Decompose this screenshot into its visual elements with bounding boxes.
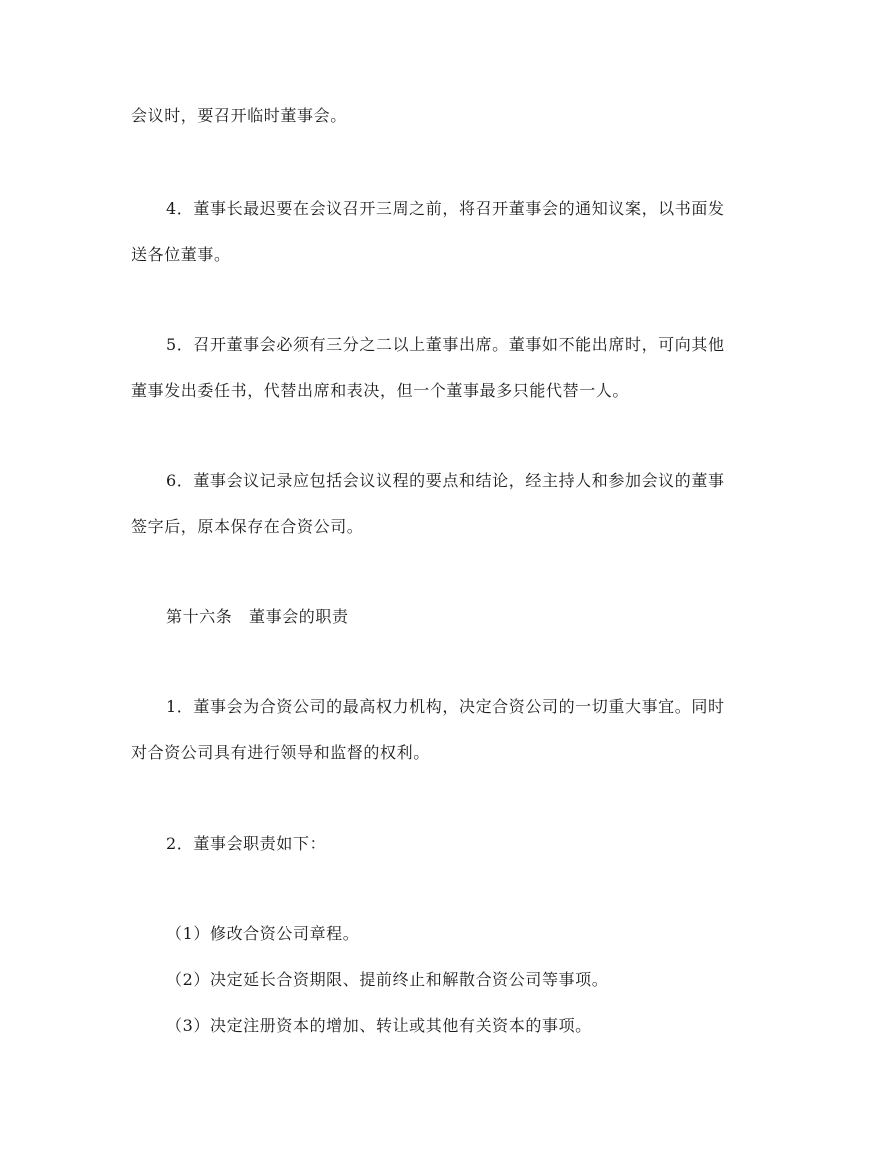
paragraph-line: 5．召开董事会必须有三分之二以上董事出席。董事如不能出席时，可向其他 <box>166 335 725 354</box>
paragraph-line: 2．董事会职责如下： <box>166 834 327 853</box>
paragraph-line: 6．董事会议记录应包括会议议程的要点和结论，经主持人和参加会议的董事 <box>166 471 725 490</box>
paragraph-line: 送各位董事。 <box>131 245 231 264</box>
list-item: （2）决定延长合资期限、提前终止和解散合资公司等事项。 <box>166 970 609 989</box>
paragraph-line: 会议时，要召开临时董事会。 <box>131 106 347 125</box>
paragraph-line: 对合资公司具有进行领导和监督的权利。 <box>131 743 430 762</box>
paragraph-line: 签字后，原本保存在合资公司。 <box>131 517 364 536</box>
paragraph-line: 1．董事会为合资公司的最高权力机构，决定合资公司的一切重大事宜。同时 <box>166 697 725 716</box>
paragraph-line: 董事发出委任书，代替出席和表决，但一个董事最多只能代替一人。 <box>131 381 630 400</box>
list-item: （3）决定注册资本的增加、转让或其他有关资本的事项。 <box>166 1016 592 1035</box>
list-item: （1）修改合资公司章程。 <box>166 924 360 943</box>
section-heading: 第十六条 董事会的职责 <box>166 607 349 626</box>
paragraph-line: 4．董事长最迟要在会议召开三周之前，将召开董事会的通知议案，以书面发 <box>166 199 725 218</box>
